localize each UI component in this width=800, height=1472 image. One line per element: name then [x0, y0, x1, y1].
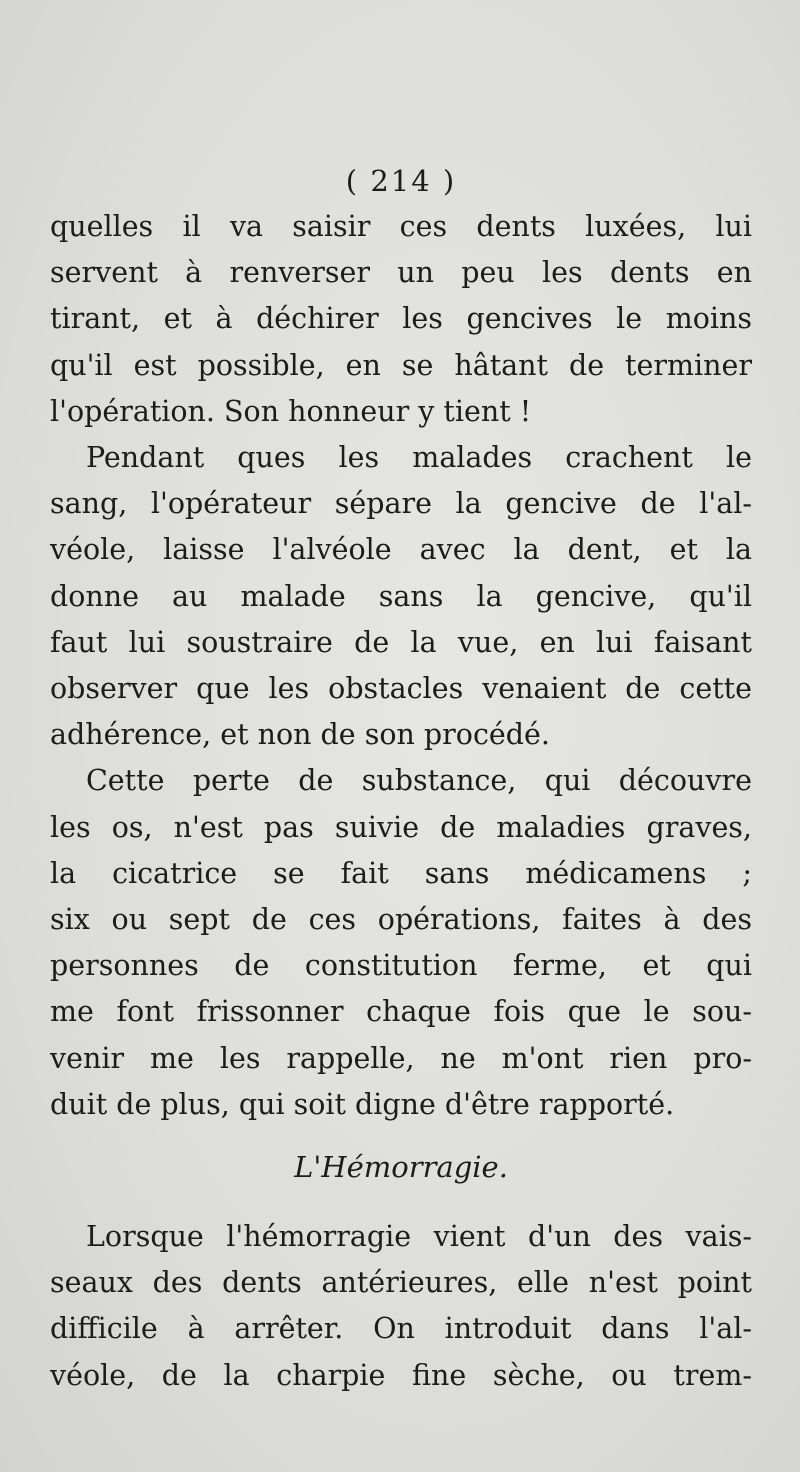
- text-line: les os, n'est pas suivie de maladies graves,: [50, 810, 752, 844]
- text-line: véole, de la charpie fine sèche, ou trem-: [50, 1358, 752, 1392]
- text-line: seaux des dents antérieures, elle n'est point: [50, 1266, 752, 1300]
- paragraph-2: [50, 435, 752, 758]
- text-line: Pendant ques les malades crachent le: [86, 441, 752, 475]
- page-body: [50, 204, 752, 1399]
- text-line: duit de plus, qui soit digne d'être rapporté.: [50, 1087, 675, 1121]
- paragraph-3: [50, 758, 752, 1128]
- text-line: Lorsque l'hémorragie vient d'un des vais-: [86, 1220, 752, 1254]
- text-line: la cicatrice se fait sans médicamens ;: [50, 856, 752, 890]
- text-line: venir me les rappelle, ne m'ont rien pro-: [50, 1041, 752, 1075]
- text-line: Cette perte de substance, qui découvre: [86, 764, 752, 798]
- paragraph-1: [50, 204, 752, 435]
- text-line: sang, l'opérateur sépare la gencive de l'al-: [50, 487, 752, 521]
- text-line: faut lui soustraire de la vue, en lui faisant: [50, 625, 752, 659]
- text-line: adhérence, et non de son procédé.: [50, 718, 550, 752]
- text-line: me font frissonner chaque fois que le sou-: [50, 995, 752, 1029]
- section-heading: L'Hémorragie.: [294, 1150, 508, 1185]
- text-line: observer que les obstacles venaient de cette: [50, 672, 752, 706]
- paragraph-4: [50, 1214, 752, 1399]
- text-line: servent à renverser un peu les dents en: [50, 256, 752, 290]
- text-line: l'opération. Son honneur y tient !: [50, 394, 532, 428]
- text-line: difficile à arrêter. On introduit dans l'al-: [50, 1312, 752, 1346]
- page-number: ( 214 ): [345, 164, 457, 198]
- text-line: véole, laisse l'alvéole avec la dent, et la: [50, 533, 752, 567]
- text-line: six ou sept de ces opérations, faites à des: [50, 903, 752, 937]
- text-line: personnes de constitution ferme, et qui: [50, 949, 752, 983]
- text-line: tirant, et à déchirer les gencives le moins: [50, 302, 752, 336]
- text-line: qu'il est possible, en se hâtant de terminer: [50, 348, 752, 382]
- text-line: donne au malade sans la gencive, qu'il: [50, 579, 752, 613]
- text-line: quelles il va saisir ces dents luxées, lui: [50, 210, 752, 243]
